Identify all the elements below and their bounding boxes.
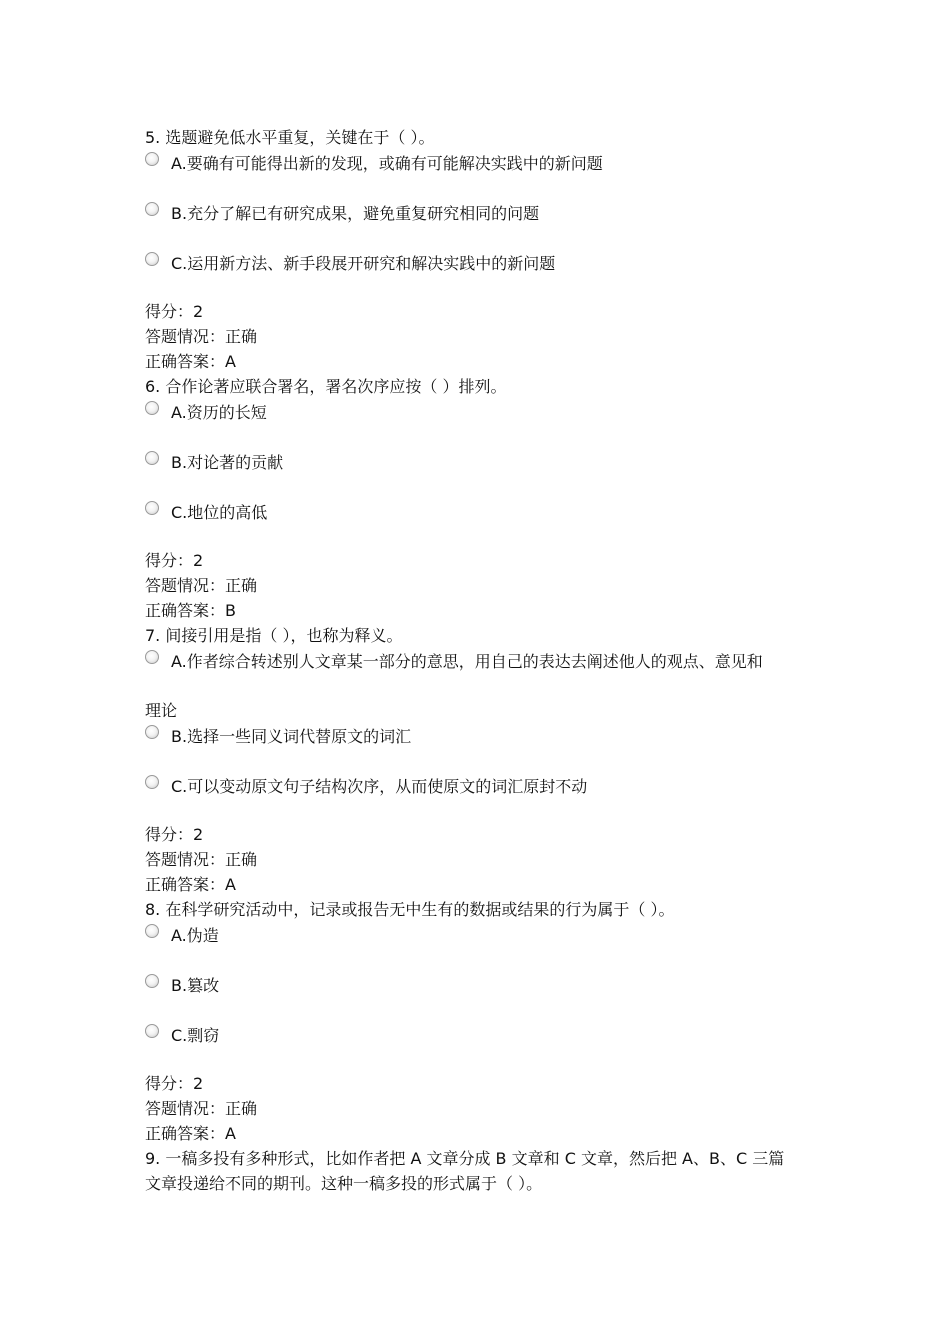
option-label: A.资历的长短 — [171, 403, 267, 422]
question-6-answer: 正确答案：B — [145, 601, 236, 620]
question-7-status: 答题情况：正确 — [145, 850, 258, 869]
radio-icon[interactable] — [145, 650, 159, 664]
option-label: A.要确有可能得出新的发现，或确有可能解决实践中的新问题 — [171, 154, 603, 173]
question-6-status: 答题情况：正确 — [145, 576, 258, 595]
question-6-stem: 6. 合作论著应联合署名，署名次序应按（ ）排列。 — [145, 377, 507, 396]
question-8-score: 得分：2 — [145, 1074, 204, 1093]
option-label: B.充分了解已有研究成果，避免重复研究相同的问题 — [171, 204, 540, 223]
radio-icon[interactable] — [145, 1024, 159, 1038]
question-7-answer: 正确答案：A — [145, 875, 236, 894]
radio-icon[interactable] — [145, 974, 159, 988]
option-label: B.对论著的贡献 — [171, 453, 284, 472]
question-7-score: 得分：2 — [145, 825, 204, 844]
radio-icon[interactable] — [145, 451, 159, 465]
radio-icon[interactable] — [145, 401, 159, 415]
question-6-score: 得分：2 — [145, 551, 204, 570]
radio-icon[interactable] — [145, 152, 159, 166]
option-label: A.作者综合转述别人文章某一部分的意思，用自己的表达去阐述他人的观点、意见和 — [171, 652, 763, 671]
option-label: A.伪造 — [171, 926, 219, 945]
question-8-stem: 8. 在科学研究活动中，记录或报告无中生有的数据或结果的行为属于（ ）。 — [145, 900, 675, 919]
radio-icon[interactable] — [145, 924, 159, 938]
option-label: C.可以变动原文句子结构次序，从而使原文的词汇原封不动 — [171, 777, 588, 796]
option-label: C.运用新方法、新手段展开研究和解决实践中的新问题 — [171, 254, 556, 273]
question-7-option-a-continued: 理论 — [145, 701, 178, 720]
option-label: C.剽窃 — [171, 1026, 220, 1045]
radio-icon[interactable] — [145, 725, 159, 739]
radio-icon[interactable] — [145, 202, 159, 216]
question-7-stem: 7. 间接引用是指（ ），也称为释义。 — [145, 626, 403, 645]
radio-icon[interactable] — [145, 252, 159, 266]
option-label: B.选择一些同义词代替原文的词汇 — [171, 727, 412, 746]
question-8-status: 答题情况：正确 — [145, 1099, 258, 1118]
question-5-score: 得分：2 — [145, 302, 204, 321]
question-5-status: 答题情况：正确 — [145, 327, 258, 346]
radio-icon[interactable] — [145, 501, 159, 515]
question-9-stem-continued: 文章投递给不同的期刊。这种一稿多投的形式属于（ ）。 — [145, 1174, 543, 1193]
question-9-stem: 9. 一稿多投有多种形式，比如作者把 A 文章分成 B 文章和 C 文章，然后把 A、B、C 三篇 — [145, 1149, 785, 1168]
option-label: C.地位的高低 — [171, 503, 268, 522]
option-label: B.篡改 — [171, 976, 220, 995]
radio-icon[interactable] — [145, 775, 159, 789]
question-8-answer: 正确答案：A — [145, 1124, 236, 1143]
question-5-answer: 正确答案：A — [145, 352, 236, 371]
question-5-stem: 5. 选题避免低水平重复，关键在于（ ）。 — [145, 128, 435, 147]
